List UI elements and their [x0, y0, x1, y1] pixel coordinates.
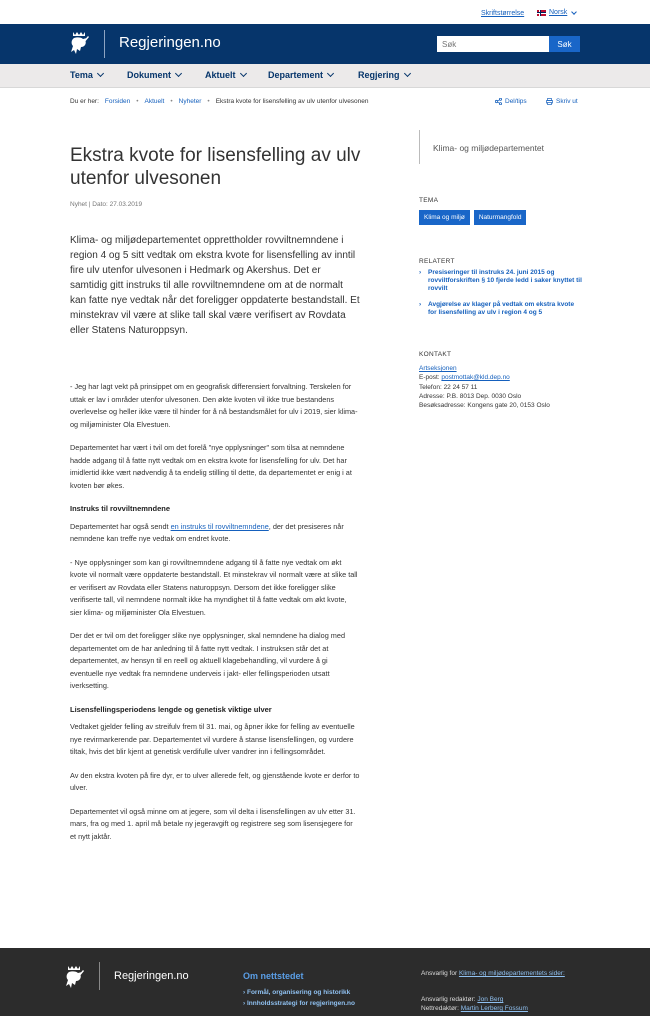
footer-link-label: Formål, organisering og historikk [246, 989, 351, 996]
tema-tags [419, 210, 526, 225]
nav-item-aktuelt[interactable] [205, 70, 246, 80]
footer-link[interactable] [243, 989, 350, 996]
article-paragraph [70, 521, 360, 546]
utility-bar [0, 0, 650, 24]
breadcrumb-separator: • [136, 98, 139, 105]
department-box[interactable] [419, 130, 579, 164]
nav-item-label: Regjering [358, 70, 400, 80]
section-heading: Lisensfellingsperiodens lengde og genetisk viktige ulver [70, 704, 272, 714]
footer-web-editor [421, 1005, 591, 1014]
nav-item-label: Departement [268, 70, 324, 80]
footer-site-name[interactable]: Regjeringen.no [114, 970, 189, 982]
related-link[interactable] [419, 301, 584, 317]
tema-label: TEMA [419, 197, 439, 204]
responsible-prefix: Ansvarlig for [421, 970, 459, 977]
chevron-right-icon: › [419, 269, 422, 276]
search-button[interactable]: Søk [549, 36, 580, 52]
chevron-down-icon [403, 70, 410, 77]
header-divider [104, 30, 105, 58]
section-heading: Instruks til rovviltnemndene [70, 504, 171, 513]
editor-prefix: Ansvarlig redaktør: [421, 996, 478, 1003]
article-body [70, 381, 360, 854]
breadcrumb-prefix: Du er her: [70, 98, 99, 105]
article-paragraph: Der det er tvil om det foreligger slike nye opplysninger, skal nemndene ha dialog med departementet om de har anledning til å fatte nytt vedtak. I instruksen står det at departementet, av hensyn til en reell og aktuell klagebehandling, vil vurdere å gi eventuelle nye vedtak fra nemndene underveis i jakt- eller fellingsperioden utsatt iverksetting. [70, 631, 346, 690]
article-paragraph: Vedtaket gjelder felling av streifulv frem til 31. mai, og åpner ikke for felling av eventuelle nye revirmarkerende par. Departementet vil vurdere å stanse lisensfellingen, og vurdere tiltak, hvis det blir kjent at genetisk verdifulle ulver vandrer inn i fellingsområdet. [70, 722, 355, 756]
language-selector[interactable] [537, 9, 576, 16]
department-name: Klima- og miljødepartementet [433, 143, 545, 153]
contact-info [419, 364, 589, 410]
article-meta: Nyhet | Dato: 27.03.2019 [70, 201, 143, 208]
related-link[interactable] [419, 269, 584, 293]
article-paragraph: Departementet vil også minne om at jegere, som vil delta i lisensfellingen av ulv etter 31. mars, fra og med 1. april må betale ny jegeravgift og registrere seg som lisensjegere for et nytt jaktår. [70, 806, 356, 841]
breadcrumb [70, 98, 369, 105]
responsible-link[interactable]: Klima- og miljødepartementets sider: [458, 970, 565, 977]
chevron-down-icon [97, 70, 104, 77]
contact-visit-address: Besøksadresse: Kongens gate 20, 0153 Oslo [419, 402, 550, 410]
site-footer [0, 948, 650, 1016]
coat-of-arms-lion-icon[interactable] [63, 964, 85, 990]
nav-item-dokument[interactable] [127, 70, 181, 80]
article-paragraph: Av den ekstra kvoten på fire dyr, er to ulver allerede felt, og gjenstående kvote er derfor to ulver. [70, 770, 360, 792]
instruction-link[interactable]: en instruks til rovviltnemndene [170, 521, 269, 531]
breadcrumb-separator: • [170, 98, 173, 105]
breadcrumb-current: Ekstra kvote for lisensfelling av ulv utenfor ulvesonen [215, 98, 369, 105]
tag-naturmangfold[interactable]: Naturmangfold [474, 210, 527, 225]
norway-flag-icon [537, 10, 546, 16]
font-size-link[interactable]: Skriftstørrelse [481, 10, 525, 17]
related-link-label: Presiseringer til instruks 24. juni 2015 og rovviltforskriften § 10 fjerde ledd i saker knyttet til rovvilt [428, 269, 582, 292]
chevron-right-icon: › [419, 301, 422, 308]
site-name[interactable]: Regjeringen.no [119, 34, 221, 51]
contact-address: Adresse: P.B. 8013 Dep. 0030 Oslo [419, 392, 522, 400]
chevron-down-icon [571, 9, 577, 15]
footer-heading: Om nettstedet [243, 971, 304, 981]
print-link[interactable] [546, 98, 578, 105]
contact-email-label: E-post: [419, 374, 442, 382]
breadcrumb-separator: • [207, 98, 210, 105]
related-link-label: Avgjørelse av klager på vedtak om ekstra kvote for lisensfelling av ulv i region 4 og 5 [428, 301, 575, 316]
print-icon [546, 98, 553, 105]
footer-responsible [421, 970, 591, 979]
chevron-right-icon: › [243, 1000, 247, 1007]
article-paragraph: Departementet har vært i tvil om det forelå "nye opplysninger" som tilsa at nemndene hadde adgang til å fatte nytt vedtak om en ekstra kvote for lisensfelling for ulv. Det har imidlertid ikke vært nødvendig å ta endelig stilling til dette, da departementet er enig i at kvoten bør økes. [70, 443, 352, 490]
footer-link[interactable] [243, 1000, 355, 1007]
nav-item-tema[interactable] [70, 70, 103, 80]
chevron-down-icon [175, 70, 182, 77]
main-navigation [0, 64, 650, 88]
breadcrumb-item-nyheter[interactable]: Nyheter [178, 98, 202, 105]
print-label: Skriv ut [556, 98, 578, 105]
nav-item-regjering[interactable] [358, 70, 410, 80]
share-icon [495, 98, 502, 105]
site-header [0, 24, 650, 64]
article-paragraph: - Jeg har lagt vekt på prinsippet om en geografisk differensiert forvaltning. Terskelen for uttak er lav i områder utenfor ulvesonen. Den økte kvoten vil ikke true bestandens overlevelse og heller ikke være til hinder for å nå bestandsmålet for ulv i 2019, sier klima- og miljøminister Ola Elvestuen. [70, 382, 358, 429]
share-label: Del/tips [505, 98, 527, 105]
paragraph-text: Departementet har også sendt [70, 521, 171, 531]
web-editor-link[interactable]: Martin Lerberg Fossum [460, 1005, 528, 1012]
paragraph-text: , der det presiseres når nemndene kan treffe nye vedtak om endret kvote. [70, 521, 344, 543]
nav-item-label: Dokument [127, 70, 172, 80]
footer-link-label: Innholdsstrategi for regjeringen.no [246, 1000, 355, 1007]
chevron-down-icon [327, 70, 334, 77]
chevron-down-icon [239, 70, 246, 77]
editor-link[interactable]: Jon Berg [477, 996, 504, 1003]
search-input[interactable] [437, 36, 549, 52]
nav-item-departement[interactable] [268, 70, 333, 80]
coat-of-arms-lion-icon[interactable] [68, 30, 90, 56]
contact-label: KONTAKT [419, 351, 452, 358]
page-title: Ekstra kvote for lisensfelling av ulv utenfor ulvesonen [70, 145, 361, 189]
web-editor-prefix: Nettredaktør: [421, 1005, 461, 1012]
contact-email-link[interactable]: postmottak@kld.dep.no [441, 374, 510, 382]
contact-phone: Telefon: 22 24 57 11 [419, 383, 478, 391]
related-label: RELATERT [419, 258, 455, 265]
tag-klima-og-miljo[interactable]: Klima og miljø [419, 210, 470, 225]
article-lead: Klima- og miljødepartementet opprettholder rovviltnemndene i region 4 og 5 sitt vedtak om ekstra kvote for lisensfelling av inntil fire ulv utenfor ulvesonen i Hedmark og Akershus. Det er samtidig gitt instruks til alle rovviltnemndene om at de normalt kan fatte nye vedtak når det foreligger oppdaterte bestandstall. Et minstekrav vil være at slike tall skal være verifisert av Rovdata eller Statens Naturoppsyn. [70, 235, 360, 336]
breadcrumb-item-forsiden[interactable]: Forsiden [104, 98, 131, 105]
share-link[interactable] [495, 98, 527, 105]
nav-item-label: Tema [70, 70, 93, 80]
breadcrumb-item-aktuelt[interactable]: Aktuelt [144, 98, 165, 105]
chevron-right-icon: › [243, 989, 247, 996]
contact-name-link[interactable]: Artseksjonen [419, 365, 457, 372]
footer-editor [421, 996, 591, 1005]
article-paragraph: - Nye opplysninger som kan gi rovviltnemndene adgang til å fatte nye vedtak om økt kvote vil normalt være oppdaterte bestandstall. Et minstekrav vil normalt være at slike tall er verifisert av Rovdata eller Statens naturoppsyn. Dersom det ikke foreligger slike verifiserte tall, vil nemndene normalt ikke ha myndighet til å fatte vedtak om økt kvote, sier klima- og miljøminister Ola Elvestuen. [70, 557, 358, 617]
nav-item-label: Aktuelt [205, 70, 236, 80]
language-label: Norsk [549, 9, 568, 16]
footer-divider [99, 962, 100, 990]
